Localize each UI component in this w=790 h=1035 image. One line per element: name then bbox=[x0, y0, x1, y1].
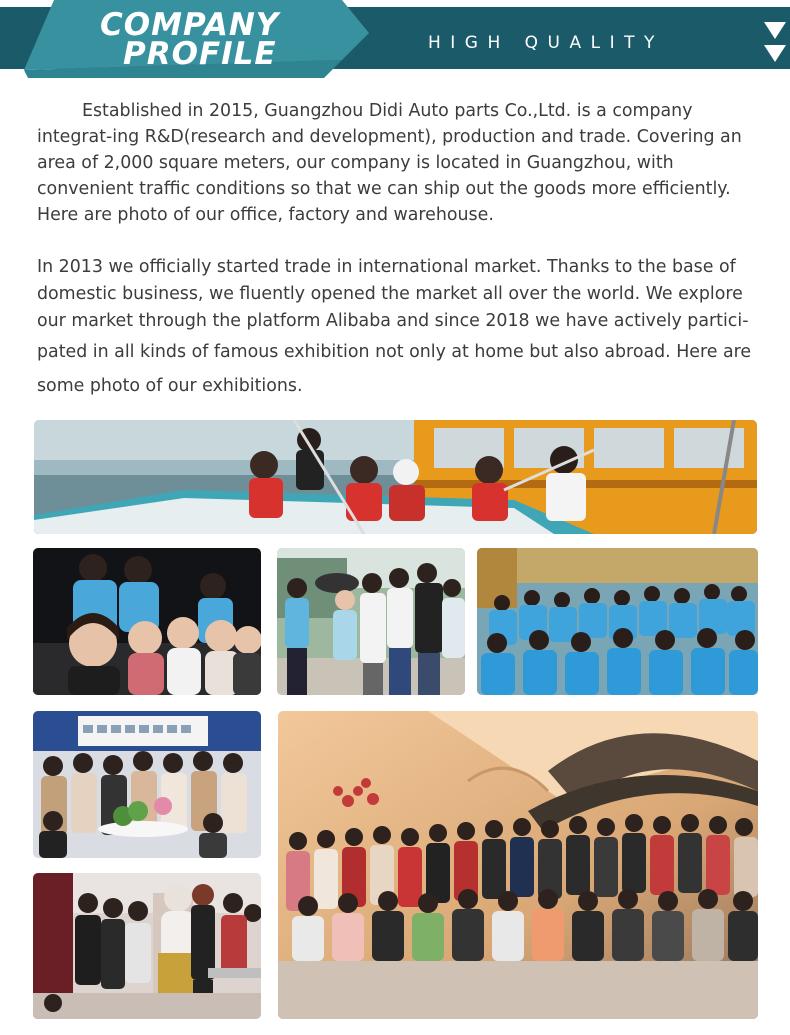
blue-shirt-team-photo bbox=[477, 548, 758, 695]
market-paragraph-part1: In 2013 we officially started trade in international market. Thanks to the base of domestic business, we fluently opened the market all over the world. We explore our market through the platform Alibaba and since 2018 we have actively partici- bbox=[37, 257, 749, 331]
chevron-down-icon bbox=[764, 22, 786, 40]
night-group-photo bbox=[33, 548, 261, 695]
hotel-lobby-group-photo bbox=[278, 711, 758, 1019]
page-title-line2: PROFILE bbox=[123, 36, 277, 72]
market-paragraph-part2: pated in all kinds of famous exhibition not only at home but also abroad. Here are some photo of our exhibitions. bbox=[37, 342, 752, 396]
tagline: HIGH QUALITY bbox=[428, 33, 664, 53]
intro-paragraph: Established in 2015, Guangzhou Didi Auto parts Co.,Ltd. is a company integrat-ing R&D(research and development), production and trade. Covering an area of 2,000 square meters, our company is located in Guangzhou, with convenient traffic conditions so that we can ship out the goods more efficiently. Here are photo of our office, factory and warehouse. bbox=[37, 101, 742, 225]
market-paragraph bbox=[37, 254, 770, 403]
party-costume-photo bbox=[33, 873, 261, 1019]
boat-trip-photo bbox=[34, 420, 757, 534]
page-title-line1: COMPANY bbox=[100, 7, 280, 43]
chevron-down-icon bbox=[764, 45, 786, 63]
outdoor-team-photo bbox=[277, 548, 465, 695]
office-group-photo bbox=[33, 711, 261, 858]
